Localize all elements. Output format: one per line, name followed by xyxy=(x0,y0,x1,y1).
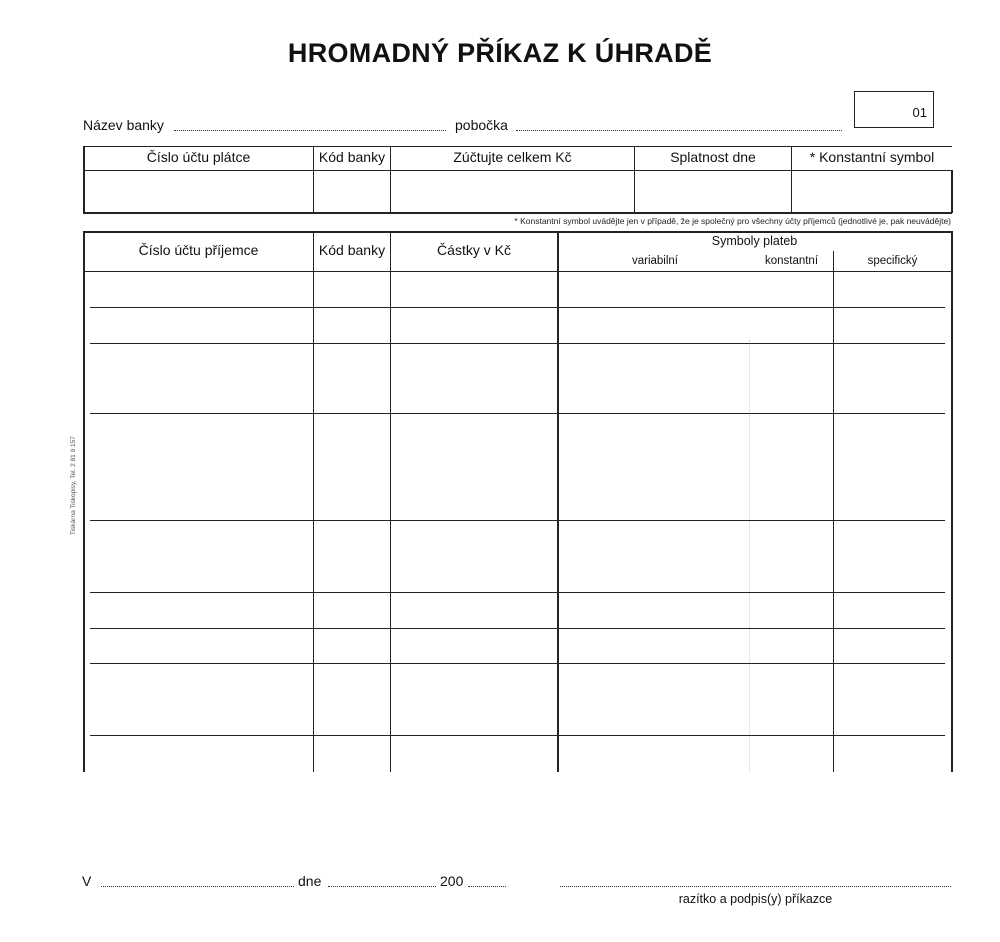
year-field[interactable] xyxy=(468,886,506,887)
branch-label: pobočka xyxy=(455,117,508,133)
payment-row[interactable] xyxy=(85,345,950,413)
constant-symbol-footnote: * Konstantní symbol uvádějte jen v případě, že je společný pro všechny účty příjemců (jednotlivé je, pak neuvádějte) xyxy=(514,216,951,226)
payment-row[interactable] xyxy=(85,273,950,307)
row-separator xyxy=(90,735,945,736)
date-label: dne xyxy=(298,873,322,889)
row-separator xyxy=(90,307,945,308)
place-label: V xyxy=(82,873,92,889)
bank-name-field[interactable] xyxy=(174,130,446,131)
due-date-field[interactable] xyxy=(636,172,790,211)
payment-row[interactable] xyxy=(85,630,950,663)
payee-account-header: Číslo účtu příjemce xyxy=(138,242,259,258)
row-separator xyxy=(90,520,945,521)
payment-row[interactable] xyxy=(85,737,950,771)
payee-bank-code-header: Kód banky xyxy=(318,242,386,258)
payer-bank-code-field[interactable] xyxy=(315,172,389,211)
total-amount-field[interactable] xyxy=(392,172,633,211)
payment-row[interactable] xyxy=(85,309,950,343)
amounts-header: Částky v Kč xyxy=(437,242,511,258)
year-prefix: 200 xyxy=(440,873,464,889)
payment-symbols-header: Symboly plateb xyxy=(711,234,798,248)
constant-symbol-col-header: konstantní xyxy=(764,255,819,267)
form-number-box: 01 xyxy=(854,91,934,128)
signature-label: razítko a podpis(y) příkazce xyxy=(678,892,833,906)
branch-field[interactable] xyxy=(516,130,842,131)
total-amount-header: Zúčtujte celkem Kč xyxy=(453,149,572,165)
payment-row[interactable] xyxy=(85,594,950,628)
payment-row[interactable] xyxy=(85,665,950,735)
date-field[interactable] xyxy=(328,886,436,887)
row-separator xyxy=(90,413,945,414)
row-separator xyxy=(90,663,945,664)
row-separator xyxy=(90,628,945,629)
constant-symbol-field[interactable] xyxy=(793,172,950,211)
row-separator xyxy=(90,343,945,344)
payer-bank-code-header: Kód banky xyxy=(318,149,386,165)
payment-row[interactable] xyxy=(85,522,950,592)
document-title: HROMADNÝ PŘÍKAZ K ÚHRADĚ xyxy=(287,38,713,68)
specific-symbol-header: specifický xyxy=(867,255,918,267)
constant-symbol-header: * Konstantní symbol xyxy=(809,149,935,165)
due-date-header: Splatnost dne xyxy=(670,149,756,165)
variable-symbol-header: variabilní xyxy=(631,255,679,267)
payer-account-field[interactable] xyxy=(85,172,312,211)
bank-name-label: Název banky xyxy=(83,117,164,133)
place-field[interactable] xyxy=(101,886,294,887)
payment-row[interactable] xyxy=(85,415,950,520)
printer-imprint: Tiskárna Tiskopisy, Tel. 2 81 9 157 xyxy=(70,436,77,535)
row-separator xyxy=(90,592,945,593)
payer-account-header: Číslo účtu plátce xyxy=(146,149,251,165)
signature-field[interactable] xyxy=(560,886,951,887)
